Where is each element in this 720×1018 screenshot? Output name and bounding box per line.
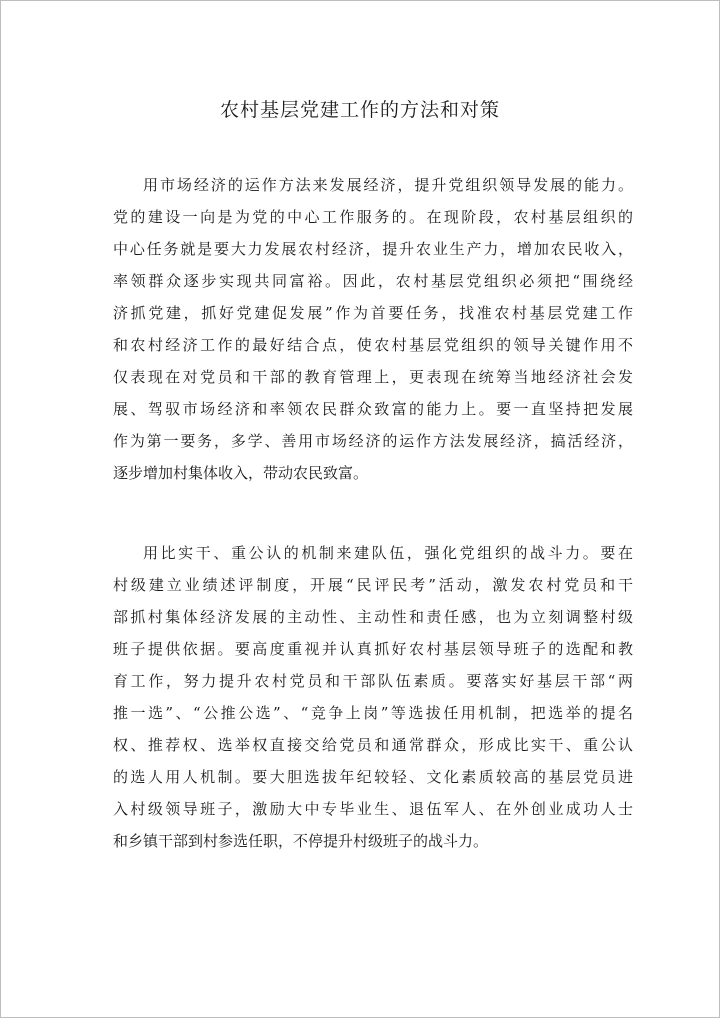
paragraph-line: 推一选”、“公推公选”、“竞争上岗”等选拔任用机制，把选举的提名 <box>113 704 633 722</box>
paragraph-line: 作为第一要务，多学、善用市场经济的运作方法发展经济，搞活经济， <box>113 432 633 450</box>
paragraph-2 <box>113 537 633 857</box>
paragraph-line: 的选人用人机制。要大胆选拔年纪较轻、文化素质较高的基层党员进 <box>113 768 633 786</box>
paragraph-line: 入村级领导班子，激励大中专毕业生、退伍军人、在外创业成功人士 <box>113 800 633 818</box>
paragraph-line: 村级建立业绩述评制度，开展“民评民考”活动，激发农村党员和干 <box>113 576 633 594</box>
paragraph-line: 率领群众逐步实现共同富裕。因此，农村基层党组织必须把“围绕经 <box>113 272 633 290</box>
paragraph-line: 用比实干、重公认的机制来建队伍，强化党组织的战斗力。要在 <box>143 544 633 562</box>
paragraph-line: 育工作，努力提升农村党员和干部队伍素质。要落实好基层干部“两 <box>113 672 633 690</box>
paragraph-line: 济抓党建，抓好党建促发展”作为首要任务，找准农村基层党建工作 <box>113 304 633 322</box>
paragraph-1 <box>113 169 633 489</box>
paragraph-line: 部抓村集体经济发展的主动性、主动性和责任感，也为立刻调整村级 <box>113 608 633 626</box>
paragraph-line: 中心任务就是要大力发展农村经济，提升农业生产力，增加农民收入， <box>113 240 633 258</box>
paragraph-line: 逐步增加村集体收入，带动农民致富。 <box>113 464 369 482</box>
paragraph-line: 用市场经济的运作方法来发展经济，提升党组织领导发展的能力。 <box>143 176 633 194</box>
paragraph-line: 和农村经济工作的最好结合点，使农村基层党组织的领导关键作用不 <box>113 336 633 354</box>
paragraph-line: 和乡镇干部到村参选任职，不停提升村级班子的战斗力。 <box>113 832 489 850</box>
paragraph-line: 权、推荐权、选举权直接交给党员和通常群众，形成比实干、重公认 <box>113 736 633 754</box>
paragraph-line: 展、驾驭市场经济和率领农民群众致富的能力上。要一直坚持把发展 <box>113 400 633 418</box>
paragraph-line: 班子提供依据。要高度重视并认真抓好农村基层领导班子的选配和教 <box>113 640 633 658</box>
paragraph-line: 仅表现在对党员和干部的教育管理上，更表现在统筹当地经济社会发 <box>113 368 633 386</box>
document-title: 农村基层党建工作的方法和对策 <box>219 99 500 121</box>
paragraph-line: 党的建设一向是为党的中心工作服务的。在现阶段，农村基层组织的 <box>113 208 633 226</box>
